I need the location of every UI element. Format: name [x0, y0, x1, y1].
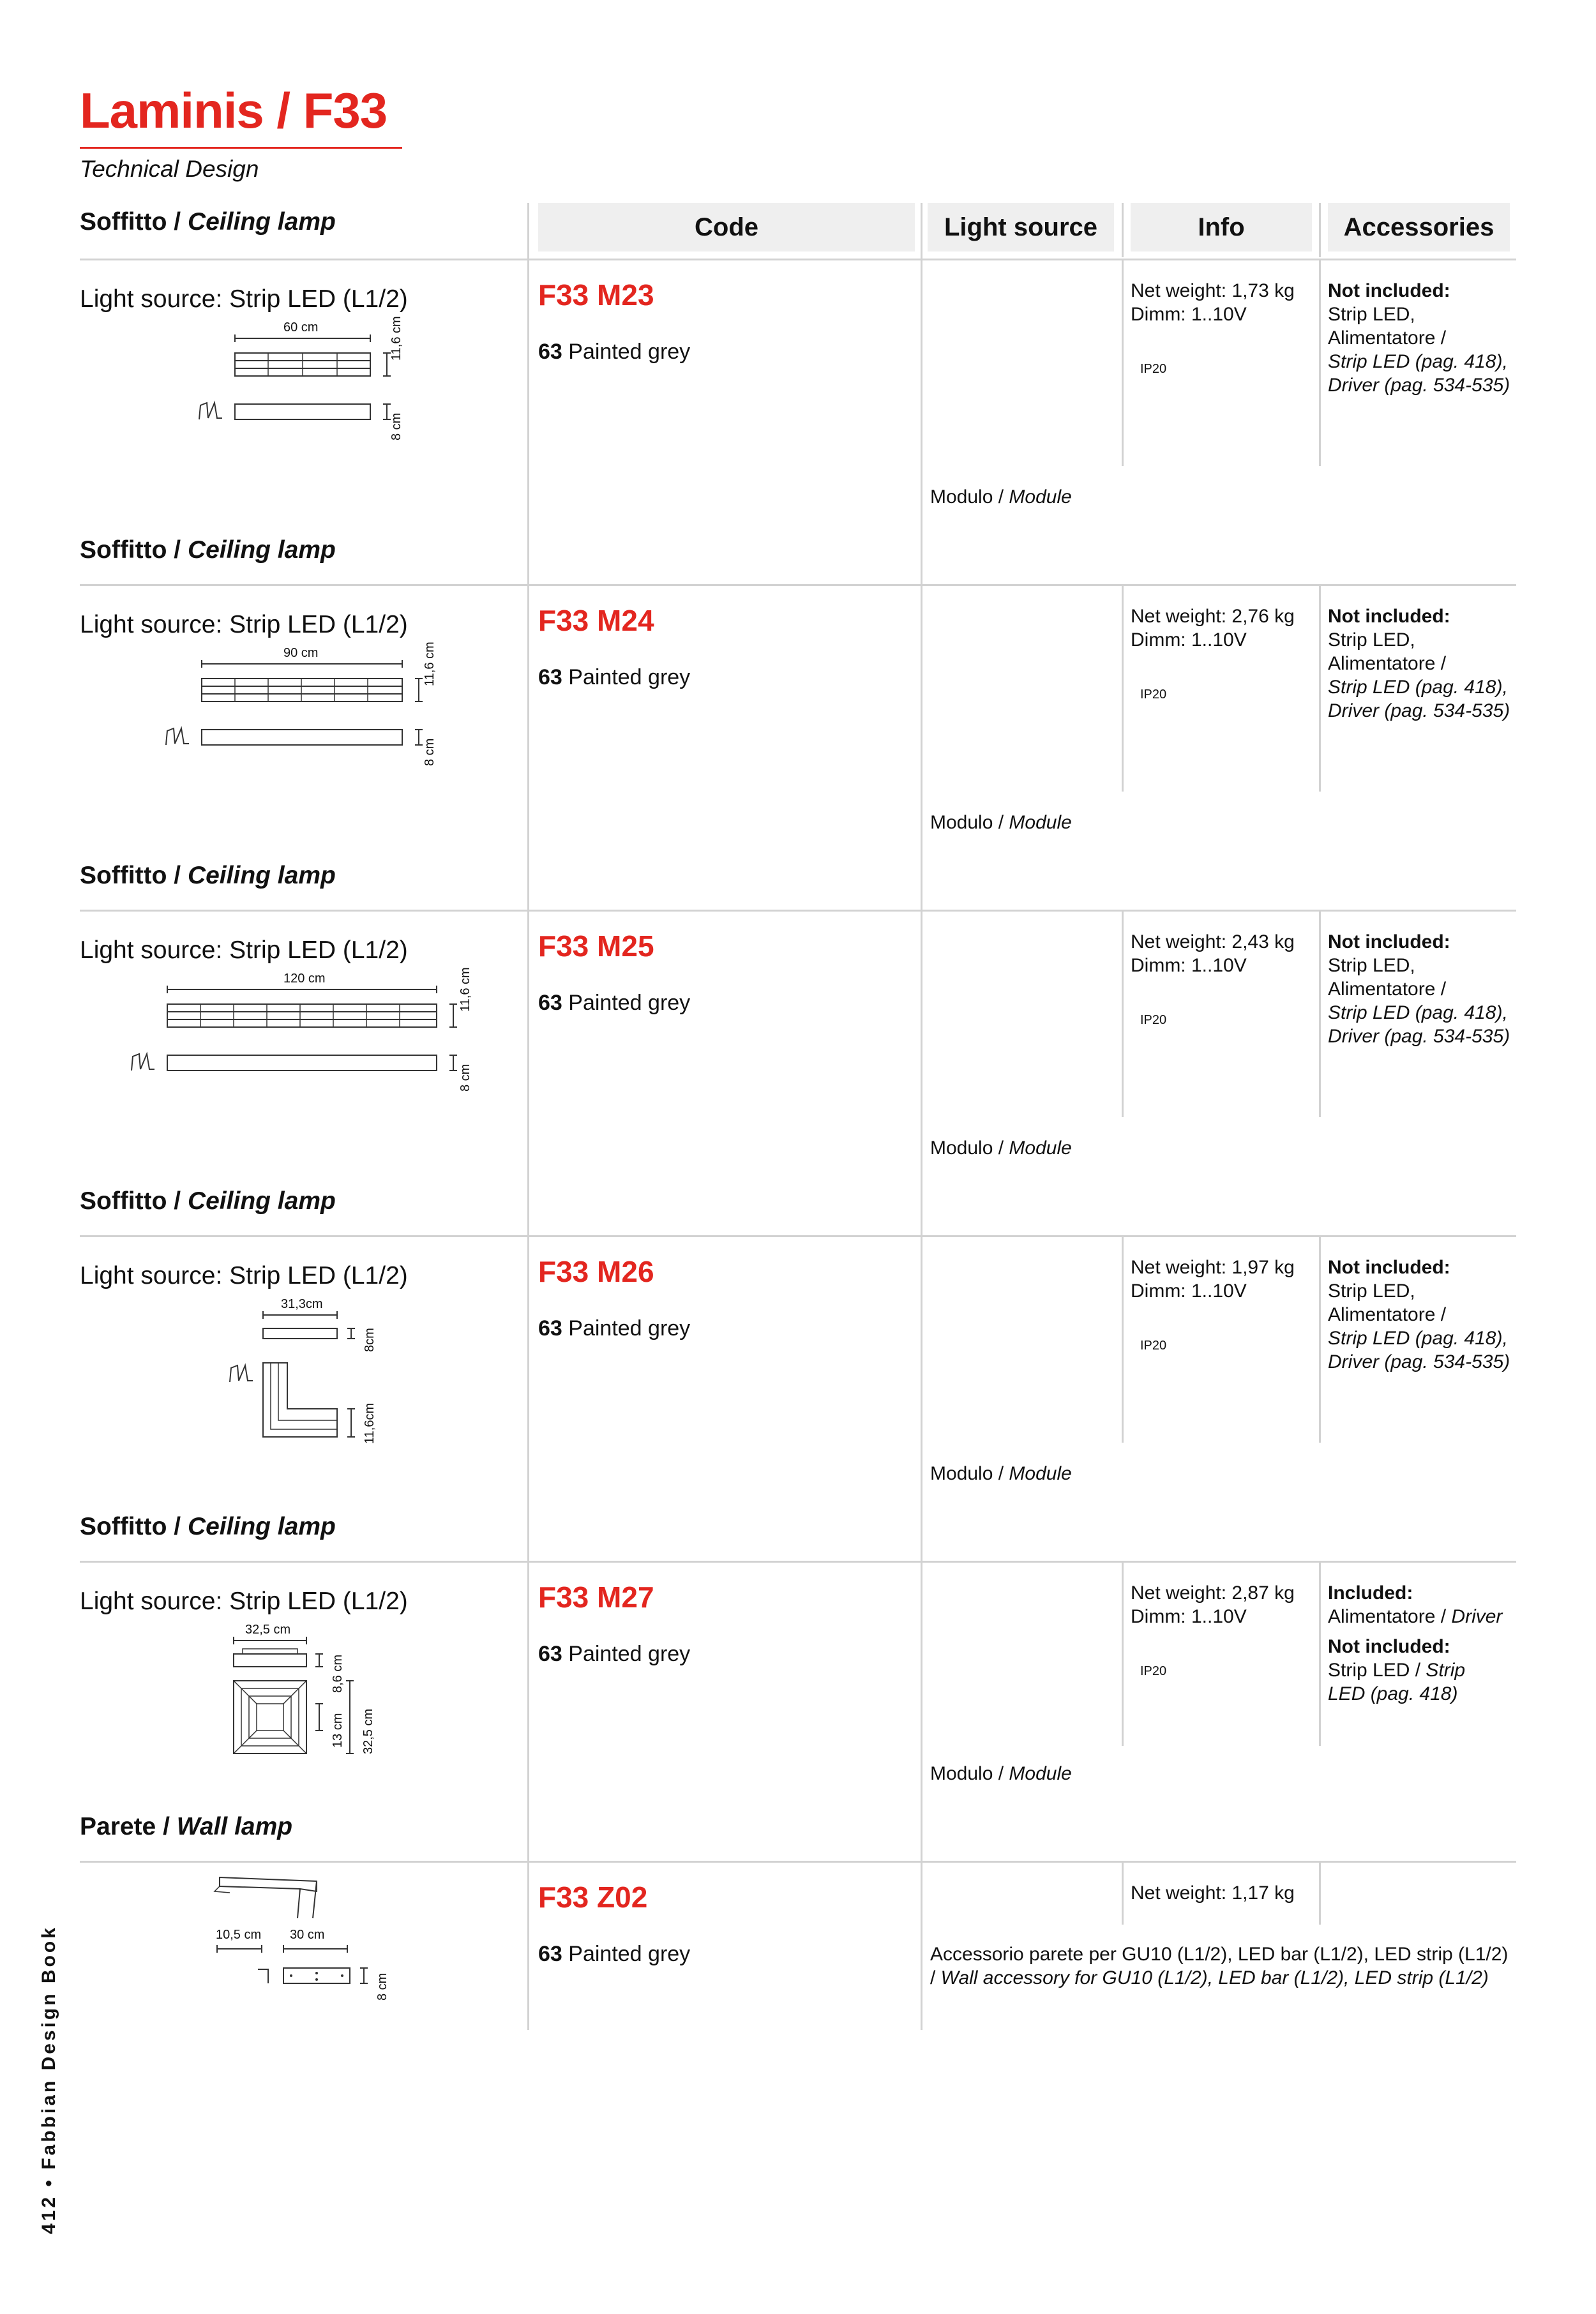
dimension-height: 11,6 cm [423, 642, 437, 686]
dimension-height: 8cm [363, 1328, 377, 1352]
dimension-width: 32,5 cm [245, 1623, 291, 1637]
dimension-overall: 32,5 cm [361, 1708, 375, 1754]
dimension-width: 31,3cm [281, 1297, 323, 1311]
dimension-height: 11,6 cm [458, 967, 472, 1012]
module-label: Modulo / Module [930, 1138, 1072, 1159]
column-header-accessories: Accessories [1328, 203, 1510, 252]
title-underline [80, 147, 402, 149]
ip-rating: IP20 [1140, 1013, 1167, 1027]
ip-rating: IP20 [1140, 687, 1167, 702]
light-source-label: Light source: Strip LED (L1/2) [80, 1262, 408, 1289]
technical-drawing [192, 316, 421, 444]
info-block: Net weight: 2,87 kg Dimm: 1..10V [1131, 1582, 1295, 1627]
accessories-block: Included: Alimentatore / Driver Not included: Strip LED / Strip LED (pag. 418) [1328, 1582, 1503, 1704]
column-header-light-source: Light source [928, 203, 1114, 252]
finish: 63 Painted grey [538, 665, 691, 689]
light-source-label: Light source: Strip LED (L1/2) [80, 611, 408, 638]
accessories-divider [1319, 1861, 1321, 1925]
info-divider [1122, 1235, 1124, 1443]
dimension-depth: 13 cm [331, 1713, 345, 1748]
finish: 63 Painted grey [538, 340, 691, 364]
info-block: Net weight: 1,73 kg Dimm: 1..10V [1131, 280, 1295, 325]
accessories-divider [1319, 1235, 1321, 1443]
dimension-depth: 10,5 cm [216, 1928, 262, 1942]
row-divider [80, 584, 1516, 586]
accessory-description: Accessorio parete per GU10 (L1/2), LED bar (L1/2), LED strip (L1/2) / Wall accessory for GU10 (L1/2), LED bar (L1/2), LED strip (L1/2) [930, 1944, 1509, 1988]
module-label: Modulo / Module [930, 812, 1072, 833]
accessories-block: Not included: Strip LED, Alimentatore / Strip LED (pag. 418), Driver (pag. 534-535) [1328, 606, 1510, 721]
section-label: Soffitto / Ceiling lamp [80, 536, 336, 564]
row-divider [80, 259, 1516, 260]
product-code: F33 M26 [538, 1255, 654, 1288]
product-code: F33 M23 [538, 278, 654, 312]
info-block: Net weight: 2,43 kg Dimm: 1..10V [1131, 931, 1295, 976]
module-label: Modulo / Module [930, 1763, 1072, 1784]
info-divider [1122, 1861, 1124, 1925]
dimension-height: 8,6 cm [331, 1654, 345, 1693]
column-divider [1122, 203, 1124, 257]
finish: 63 Painted grey [538, 1942, 691, 1966]
light-source-label: Light source: Strip LED (L1/2) [80, 936, 408, 964]
product-code: F33 M25 [538, 929, 654, 963]
accessories-divider [1319, 1561, 1321, 1746]
info-block: Net weight: 1,97 kg Dimm: 1..10V [1131, 1257, 1295, 1302]
accessories-divider [1319, 910, 1321, 1117]
technical-drawing [125, 967, 483, 1095]
light-source-label: Light source: Strip LED (L1/2) [80, 1588, 408, 1615]
finish: 63 Painted grey [538, 1316, 691, 1341]
row-divider [80, 1235, 1516, 1237]
accessories-divider [1319, 259, 1321, 466]
info-divider [1122, 1561, 1124, 1746]
header-section-label: Soffitto / Ceiling lamp [80, 208, 336, 236]
dimension-height: 11,6 cm [389, 316, 403, 361]
dimension-depth: 8 cm [423, 738, 437, 766]
dimension-depth: 8 cm [389, 412, 403, 440]
page-subtitle: Technical Design [80, 156, 259, 182]
column-header-code: Code [538, 203, 915, 252]
section-label: Soffitto / Ceiling lamp [80, 862, 336, 889]
dimension-width: 120 cm [283, 972, 326, 986]
info-block: Net weight: 2,76 kg Dimm: 1..10V [1131, 606, 1295, 650]
finish: 63 Painted grey [538, 1642, 691, 1666]
column-divider [921, 203, 922, 2030]
ip-rating: IP20 [1140, 1664, 1167, 1678]
section-label: Parete / Wall lamp [80, 1813, 293, 1840]
dimension-height: 8 cm [375, 1972, 389, 2001]
info-divider [1122, 910, 1124, 1117]
page-title: Laminis / F33 [80, 82, 388, 139]
info-divider [1122, 259, 1124, 466]
accessories-block: Not included: Strip LED, Alimentatore / Strip LED (pag. 418), Driver (pag. 534-535) [1328, 1257, 1510, 1372]
product-code: F33 M27 [538, 1581, 654, 1614]
dimension-width: 60 cm [283, 320, 319, 334]
finish: 63 Painted grey [538, 991, 691, 1015]
product-code: F33 M24 [538, 604, 654, 637]
dimension-depth: 8 cm [458, 1063, 472, 1092]
dimension-width: 30 cm [290, 1928, 325, 1942]
accessories-block: Not included: Strip LED, Alimentatore / Strip LED (pag. 418), Driver (pag. 534-535) [1328, 931, 1510, 1047]
column-divider [527, 203, 529, 2030]
module-label: Modulo / Module [930, 1463, 1072, 1484]
column-header-info: Info [1131, 203, 1312, 252]
page-footer-side: 412 • Fabbian Design Book [38, 1925, 59, 2234]
info-divider [1122, 584, 1124, 792]
light-source-label: Light source: Strip LED (L1/2) [80, 285, 408, 313]
product-code: F33 Z02 [538, 1881, 648, 1914]
technical-drawing [160, 642, 453, 769]
ip-rating: IP20 [1140, 362, 1167, 376]
section-label: Soffitto / Ceiling lamp [80, 1513, 336, 1540]
module-label: Modulo / Module [930, 486, 1072, 507]
section-label: Soffitto / Ceiling lamp [80, 1187, 336, 1215]
row-divider [80, 910, 1516, 912]
row-divider [80, 1861, 1516, 1863]
dimension-width: 90 cm [283, 646, 319, 660]
ip-rating: IP20 [1140, 1339, 1167, 1353]
info-block: Net weight: 1,17 kg [1131, 1882, 1295, 1904]
dimension-depth: 11,6cm [363, 1402, 377, 1444]
accessories-block: Not included: Strip LED, Alimentatore / Strip LED (pag. 418), Driver (pag. 534-535) [1328, 280, 1510, 396]
column-divider [1319, 203, 1321, 257]
accessories-divider [1319, 584, 1321, 792]
row-divider [80, 1561, 1516, 1563]
